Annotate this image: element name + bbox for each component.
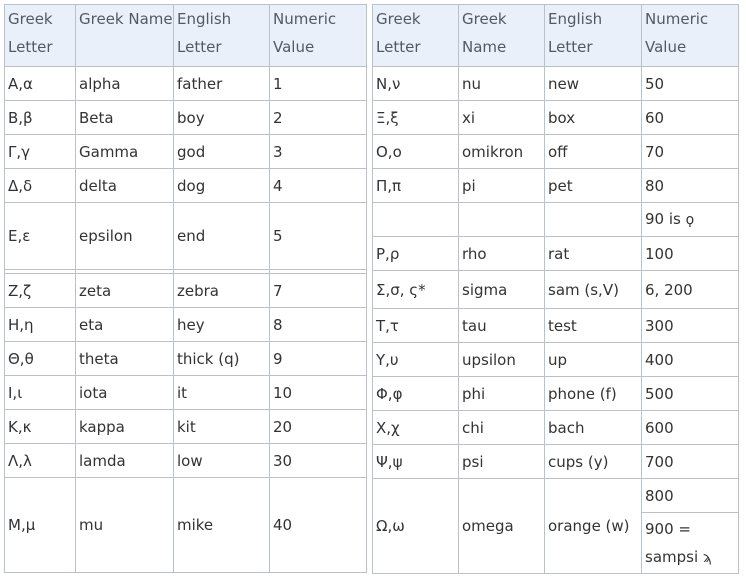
greek-letter-cell: Χ,χ xyxy=(373,411,459,445)
greek-letter-cell: Φ,φ xyxy=(373,377,459,411)
table-row xyxy=(5,478,367,573)
table-row xyxy=(373,343,739,377)
table-row xyxy=(5,376,367,410)
table-row xyxy=(373,237,739,271)
greek-name-cell: epsilon xyxy=(76,203,174,270)
greek-letter-cell: Ζ,ζ xyxy=(5,274,76,308)
table-row xyxy=(373,309,739,343)
table-row xyxy=(373,169,739,203)
numeric-value-cell: 20 xyxy=(270,410,367,444)
english-letter-cell: low xyxy=(174,444,270,478)
english-letter-cell xyxy=(545,203,642,237)
english-letter-cell: phone (f) xyxy=(545,377,642,411)
greek-name-cell: delta xyxy=(76,169,174,203)
greek-name-cell: phi xyxy=(459,377,545,411)
greek-letter-cell: Γ,γ xyxy=(5,135,76,169)
greek-name-cell: chi xyxy=(459,411,545,445)
table-row xyxy=(373,67,739,101)
greek-letter-cell: Ρ,ρ xyxy=(373,237,459,271)
english-letter-cell: test xyxy=(545,309,642,343)
numeric-value-cell: 5 xyxy=(270,203,367,270)
greek-letter-cell: Λ,λ xyxy=(5,444,76,478)
english-letter-cell: mike xyxy=(174,478,270,573)
greek-name-cell: rho xyxy=(459,237,545,271)
header-english-letter: English Letter xyxy=(545,5,642,67)
koppa-icon: ϙ xyxy=(685,212,695,228)
greek-name-cell: zeta xyxy=(76,274,174,308)
sampi-icon: ϡ xyxy=(702,549,712,566)
table-row xyxy=(373,411,739,445)
greek-letter-cell: Δ,δ xyxy=(5,169,76,203)
greek-name-cell: alpha xyxy=(76,67,174,101)
header-greek-name: Greek Name xyxy=(459,5,545,67)
english-letter-cell: boy xyxy=(174,101,270,135)
table-row xyxy=(373,271,739,309)
numeric-value-cell: 6, 200 xyxy=(642,271,739,309)
greek-name-cell: kappa xyxy=(76,410,174,444)
greek-alphabet-table-right xyxy=(372,4,739,574)
english-letter-cell: hey xyxy=(174,308,270,342)
greek-name-cell: omikron xyxy=(459,135,545,169)
numeric-value-cell: 300 xyxy=(642,309,739,343)
table-row xyxy=(373,135,739,169)
english-letter-cell: zebra xyxy=(174,274,270,308)
table-row xyxy=(373,377,739,411)
english-letter-cell: it xyxy=(174,376,270,410)
greek-name-cell: mu xyxy=(76,478,174,573)
greek-letter-cell: Ο,ο xyxy=(373,135,459,169)
english-letter-cell: pet xyxy=(545,169,642,203)
greek-letter-cell: Ω,ω xyxy=(373,479,459,574)
greek-name-cell: upsilon xyxy=(459,343,545,377)
table-row xyxy=(373,479,739,513)
greek-letter-cell: Θ,θ xyxy=(5,342,76,376)
numeric-value-cell: 9 xyxy=(270,342,367,376)
numeric-value-cell: 80 xyxy=(642,169,739,203)
greek-letter-cell: Ξ,ξ xyxy=(373,101,459,135)
english-letter-cell: kit xyxy=(174,410,270,444)
greek-name-cell: theta xyxy=(76,342,174,376)
greek-name-cell: tau xyxy=(459,309,545,343)
greek-name-cell: psi xyxy=(459,445,545,479)
numeric-value-text: 900 = sampsi xyxy=(645,519,699,566)
greek-letter-cell: Α,α xyxy=(5,67,76,101)
table-row xyxy=(5,444,367,478)
greek-letter-cell: Η,η xyxy=(5,308,76,342)
table-row xyxy=(373,203,739,237)
greek-letter-cell xyxy=(373,203,459,237)
numeric-value-cell: 70 xyxy=(642,135,739,169)
greek-letter-cell: Σ,σ, ς* xyxy=(373,271,459,309)
header-row xyxy=(373,5,739,67)
numeric-value-cell: 30 xyxy=(270,444,367,478)
table-row xyxy=(5,67,367,101)
numeric-value-cell: 500 xyxy=(642,377,739,411)
english-letter-cell: father xyxy=(174,67,270,101)
greek-name-cell: eta xyxy=(76,308,174,342)
english-letter-cell: sam (s,V) xyxy=(545,271,642,309)
table-row xyxy=(5,274,367,308)
table-row xyxy=(5,101,367,135)
numeric-value-cell: 7 xyxy=(270,274,367,308)
greek-letter-cell: Υ,υ xyxy=(373,343,459,377)
table-row xyxy=(5,410,367,444)
table-row xyxy=(5,308,367,342)
greek-letter-cell: Ψ,ψ xyxy=(373,445,459,479)
numeric-value-cell: 4 xyxy=(270,169,367,203)
header-greek-letter: Greek Letter xyxy=(373,5,459,67)
greek-letter-cell: Ε,ε xyxy=(5,203,76,270)
table-row xyxy=(5,135,367,169)
table-row xyxy=(373,445,739,479)
english-letter-cell: god xyxy=(174,135,270,169)
numeric-value-text: 90 is xyxy=(645,210,681,228)
numeric-value-cell: 10 xyxy=(270,376,367,410)
greek-name-cell: pi xyxy=(459,169,545,203)
greek-letter-cell: Ι,ι xyxy=(5,376,76,410)
header-row xyxy=(5,5,367,67)
greek-name-cell: lamda xyxy=(76,444,174,478)
header-numeric-value: Numeric Value xyxy=(270,5,367,67)
greek-alphabet-table-left xyxy=(4,4,367,573)
greek-name-cell: xi xyxy=(459,101,545,135)
english-letter-cell: end xyxy=(174,203,270,270)
numeric-value-cell: 2 xyxy=(270,101,367,135)
greek-letter-cell: Ν,ν xyxy=(373,67,459,101)
header-greek-letter: Greek Letter xyxy=(5,5,76,67)
numeric-value-cell xyxy=(642,513,739,574)
header-numeric-value: Numeric Value xyxy=(642,5,739,67)
greek-name-cell: nu xyxy=(459,67,545,101)
table-row xyxy=(5,203,367,270)
greek-letter-cell: Β,β xyxy=(5,101,76,135)
greek-letter-cell: Μ,μ xyxy=(5,478,76,573)
english-letter-cell: off xyxy=(545,135,642,169)
numeric-value-cell: 600 xyxy=(642,411,739,445)
greek-letter-cell: Κ,κ xyxy=(5,410,76,444)
numeric-value-cell: 60 xyxy=(642,101,739,135)
numeric-value-cell xyxy=(642,203,739,237)
numeric-value-cell: 1 xyxy=(270,67,367,101)
english-letter-cell: thick (q) xyxy=(174,342,270,376)
english-letter-cell: box xyxy=(545,101,642,135)
numeric-value-cell: 800 xyxy=(642,479,739,513)
numeric-value-cell: 3 xyxy=(270,135,367,169)
table-row xyxy=(5,169,367,203)
header-english-letter: English Letter xyxy=(174,5,270,67)
english-letter-cell: rat xyxy=(545,237,642,271)
numeric-value-cell: 8 xyxy=(270,308,367,342)
greek-name-cell: iota xyxy=(76,376,174,410)
english-letter-cell: orange (w) xyxy=(545,479,642,574)
numeric-value-cell: 100 xyxy=(642,237,739,271)
greek-letter-cell: Τ,τ xyxy=(373,309,459,343)
numeric-value-cell: 50 xyxy=(642,67,739,101)
english-letter-cell: cups (y) xyxy=(545,445,642,479)
english-letter-cell: dog xyxy=(174,169,270,203)
numeric-value-cell: 400 xyxy=(642,343,739,377)
table-row xyxy=(5,342,367,376)
table-row xyxy=(373,101,739,135)
numeric-value-cell: 700 xyxy=(642,445,739,479)
greek-name-cell: sigma xyxy=(459,271,545,309)
english-letter-cell: bach xyxy=(545,411,642,445)
english-letter-cell: new xyxy=(545,67,642,101)
header-greek-name: Greek Name xyxy=(76,5,174,67)
greek-name-cell: Beta xyxy=(76,101,174,135)
numeric-value-cell: 40 xyxy=(270,478,367,573)
english-letter-cell: up xyxy=(545,343,642,377)
greek-name-cell xyxy=(459,203,545,237)
greek-name-cell: Gamma xyxy=(76,135,174,169)
greek-letter-cell: Π,π xyxy=(373,169,459,203)
greek-name-cell: omega xyxy=(459,479,545,574)
